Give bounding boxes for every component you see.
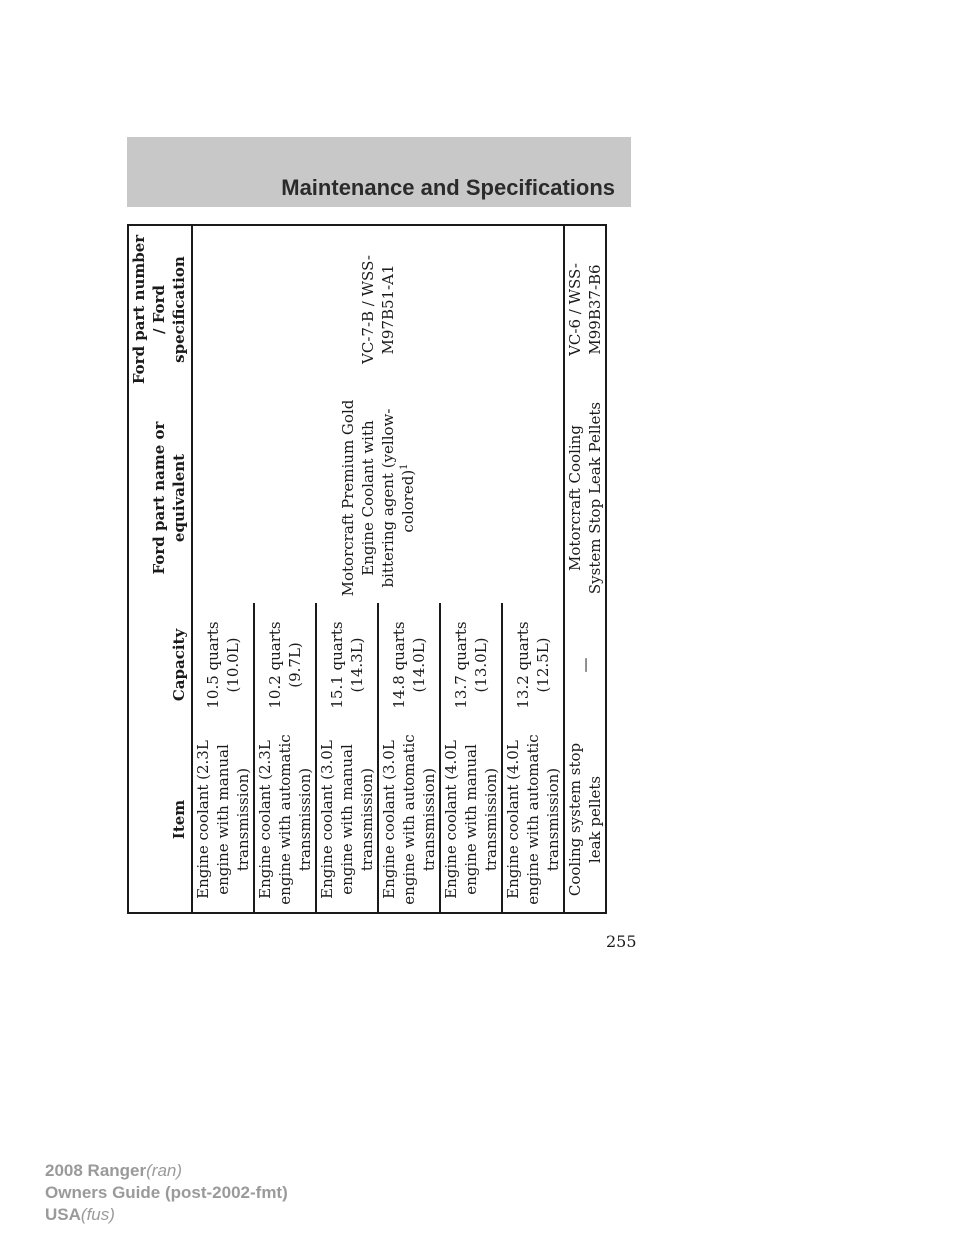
item-cell: Engine coolant (4.0L engine with manual transmission) <box>440 727 502 913</box>
page-number: 255 <box>606 932 637 951</box>
col-header-part-number: Ford part number / Ford specification <box>128 225 192 393</box>
item-cell: Engine coolant (3.0L engine with automatic transmission) <box>378 727 440 913</box>
capacity-cell: 10.5 quarts (10.0L) <box>192 603 254 727</box>
specifications-table-container <box>127 226 604 914</box>
item-cell: Engine coolant (4.0L engine with automatic transmission) <box>502 727 564 913</box>
specifications-table <box>127 224 607 914</box>
coolant-spec-cell: VC-7-B / WSS-M97B51-A1 <box>192 225 564 393</box>
capacity-cell: 14.8 quarts (14.0L) <box>378 603 440 727</box>
item-cell: Cooling system stop leak pellets <box>566 742 604 897</box>
footer-region: USA <box>45 1205 81 1224</box>
footer-model: 2008 Ranger <box>45 1161 147 1180</box>
coolant-name-cell <box>192 393 564 603</box>
footer-model-code: (ran) <box>146 1161 183 1180</box>
footer-line-3 <box>45 1204 288 1226</box>
table-row <box>564 225 606 913</box>
footer-line-1 <box>45 1160 288 1182</box>
section-title: Maintenance and Specifications <box>281 175 615 200</box>
col-header-part-name: Ford part name or equivalent <box>128 393 192 603</box>
item-cell: Engine coolant (2.3L engine with automatic transmission) <box>254 727 316 913</box>
footnote-marker: 1 <box>399 463 410 470</box>
col-header-capacity: Capacity <box>128 603 192 727</box>
footer-guide: Owners Guide (post-2002-fmt) <box>45 1183 288 1202</box>
capacity-cell: 13.7 quarts (13.0L) <box>440 603 502 727</box>
document-footer <box>45 1160 288 1226</box>
capacity-cell: 10.2 quarts (9.7L) <box>254 603 316 727</box>
table-row <box>192 225 254 913</box>
capacity-cell: — <box>576 657 594 673</box>
item-cell: Engine coolant (2.3L engine with manual transmission) <box>192 727 254 913</box>
capacity-cell: 13.2 quarts (12.5L) <box>502 603 564 727</box>
footer-line-2 <box>45 1182 288 1204</box>
capacity-cell: 15.1 quarts (14.3L) <box>316 603 378 727</box>
item-cell: Engine coolant (3.0L engine with manual transmission) <box>316 727 378 913</box>
coolant-name: Motorcraft Premium Gold Engine Coolant with bittering agent (yellow-colored) <box>339 399 417 597</box>
table-header-row <box>128 225 192 913</box>
col-header-item: Item <box>128 727 192 913</box>
footer-region-code: (fus) <box>80 1205 115 1224</box>
section-header <box>127 137 631 207</box>
pellets-spec-cell: VC-6 / WSS-M99B37-B6 <box>566 263 604 356</box>
pellets-name-cell: Motorcraft Cooling System Stop Leak Pellets <box>566 401 604 595</box>
